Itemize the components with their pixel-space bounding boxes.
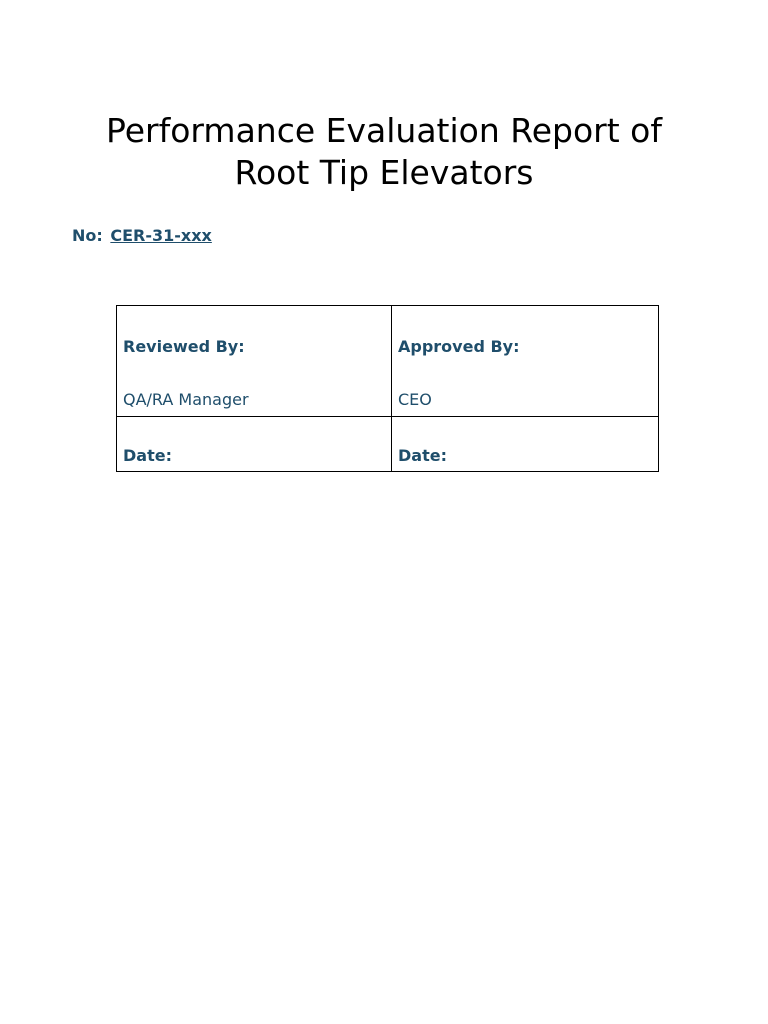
document-number [72,226,212,245]
signoff-row-names [117,306,659,417]
title-line-1: Performance Evaluation Report of [106,111,662,150]
reviewed-date-label: Date: [123,446,172,465]
approved-date-cell [392,417,659,472]
reviewed-by-heading: Reviewed By: [123,337,245,356]
signoff-table [116,305,659,472]
signoff-row-dates [117,417,659,472]
approved-date-label: Date: [398,446,447,465]
approved-by-heading: Approved By: [398,337,520,356]
reviewed-date-cell [117,417,392,472]
title-line-2: Root Tip Elevators [234,153,534,192]
reviewer-name: QA/RA Manager [123,390,249,409]
reviewed-by-cell [117,306,392,417]
approved-by-cell [392,306,659,417]
document-number-value: CER-31-xxx [110,226,212,245]
document-number-label: No: [72,226,103,245]
document-title [0,110,768,194]
approver-name: CEO [398,390,432,409]
